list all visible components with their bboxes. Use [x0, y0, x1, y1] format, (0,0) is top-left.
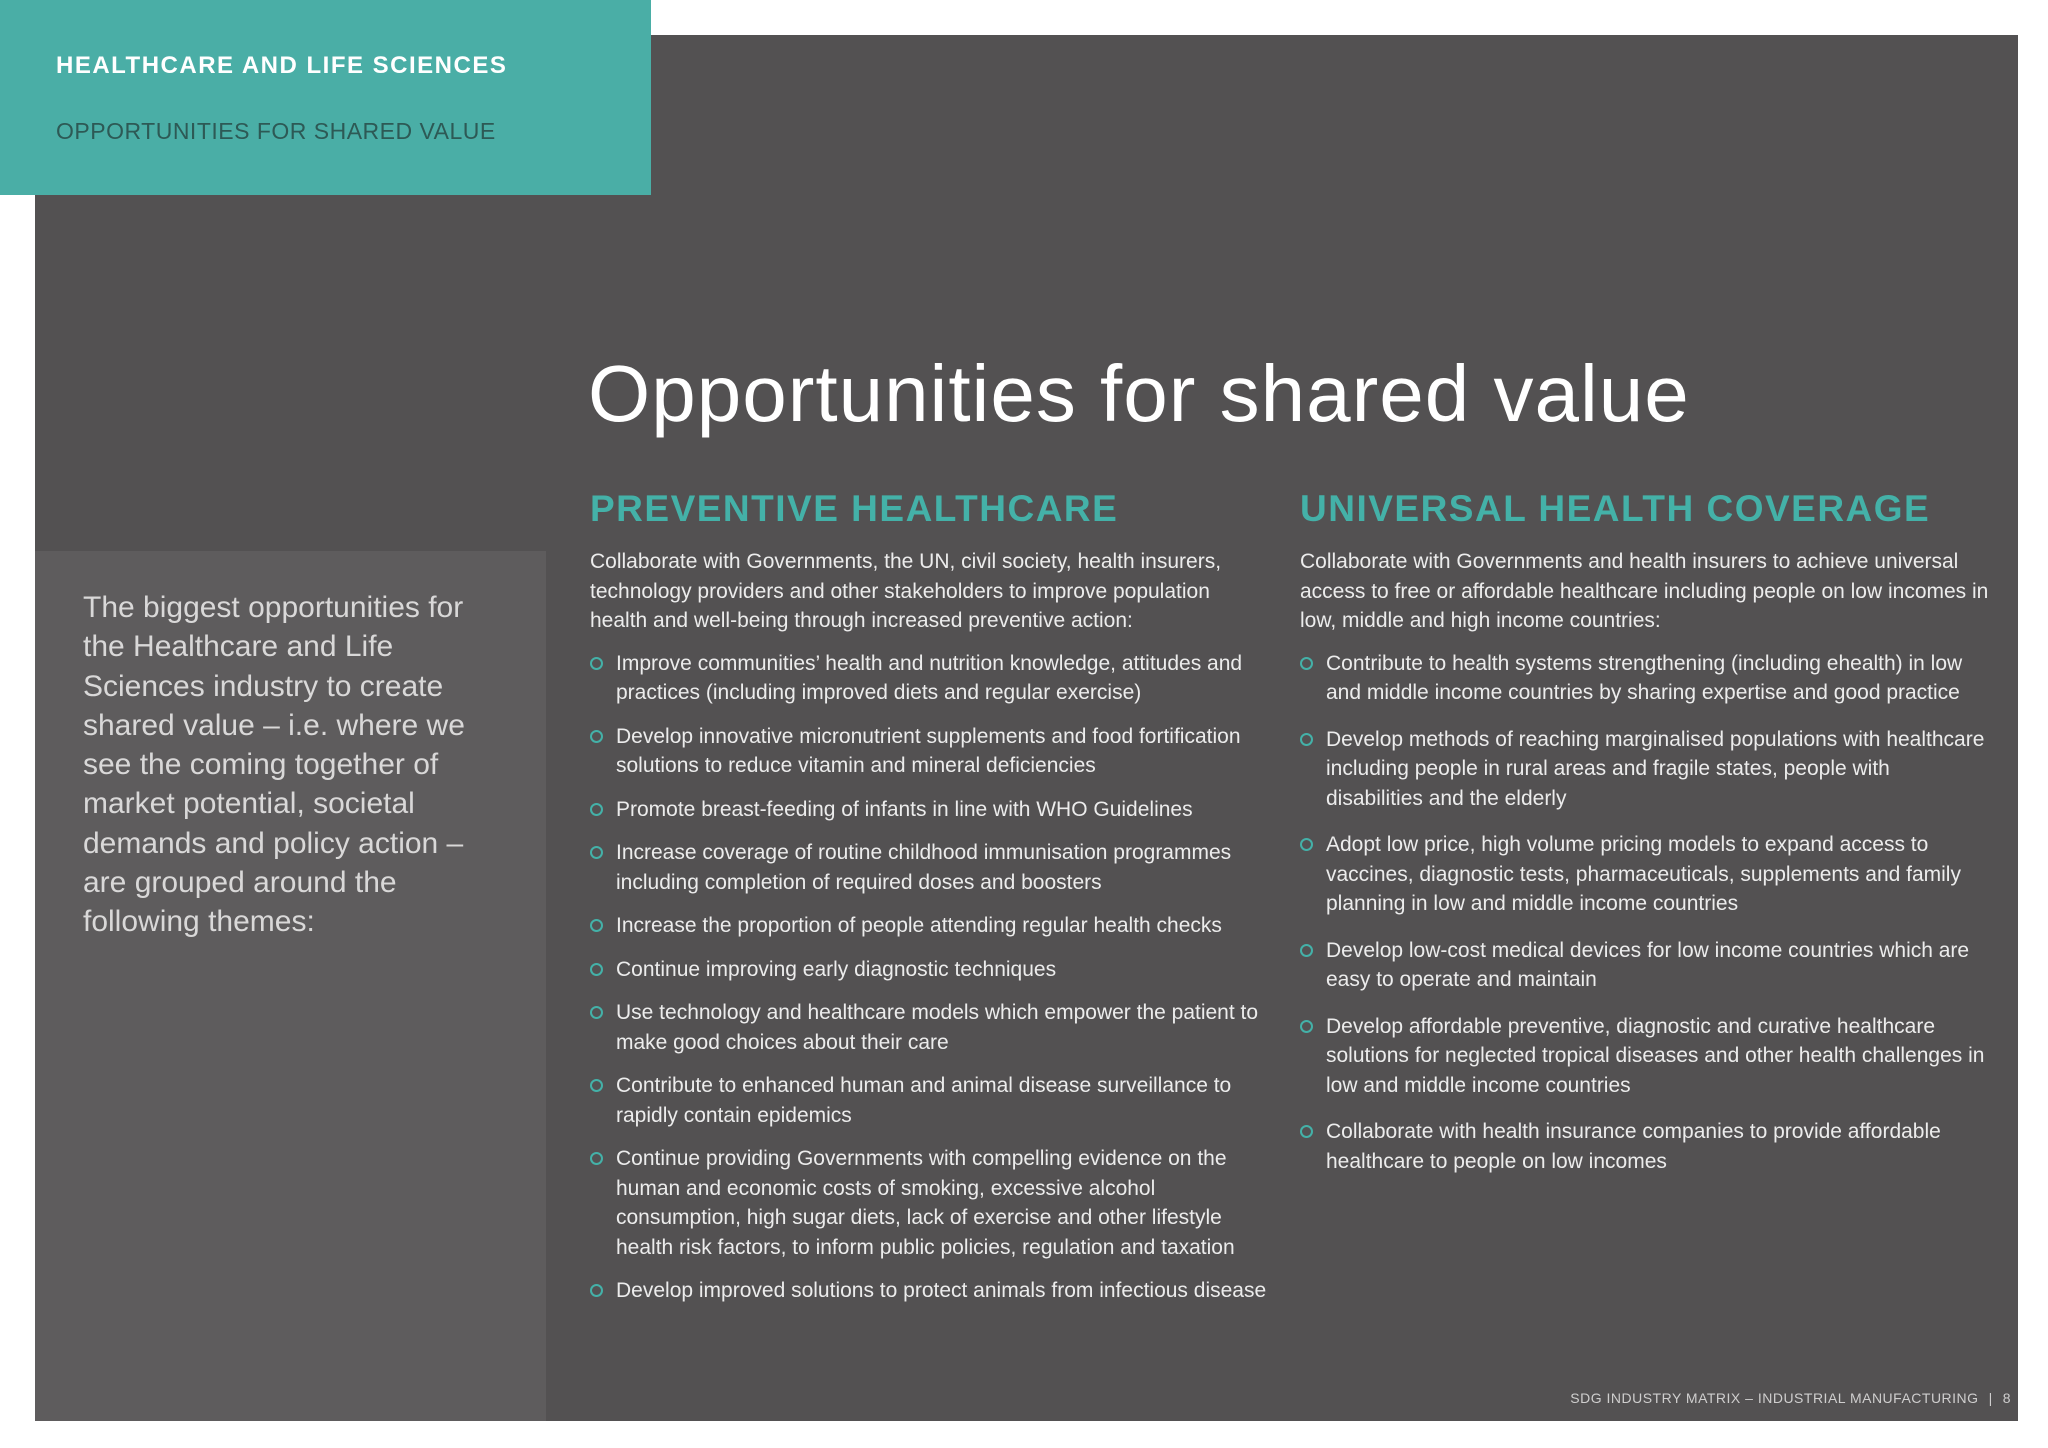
list-item [590, 795, 1270, 825]
list-item [1300, 936, 1990, 995]
list-item [590, 838, 1270, 897]
list-item [590, 1071, 1270, 1130]
list-item [1300, 649, 1990, 708]
page-footer [1570, 1390, 2011, 1406]
circle-bullet-icon [590, 1152, 603, 1165]
list-item [590, 955, 1270, 985]
list-item [1300, 1012, 1990, 1101]
list-item [590, 649, 1270, 708]
list-item-text: Develop improved solutions to protect animals from infectious disease [616, 1279, 1267, 1302]
section-title: HEALTHCARE AND LIFE SCIENCES [56, 52, 508, 79]
footer-text: SDG INDUSTRY MATRIX – INDUSTRIAL MANUFACTURING [1570, 1390, 1979, 1406]
column-intro: Collaborate with Governments and health insurers to achieve universal access to free or affordable healthcare including people on low incomes in low, middle and high income countries: [1300, 550, 1989, 632]
list-item [590, 1276, 1270, 1306]
list-item [590, 722, 1270, 781]
list-item-text: Develop low-cost medical devices for low income countries which are easy to operate and maintain [1326, 938, 1970, 991]
list-item-text: Increase the proportion of people attending regular health checks [616, 914, 1222, 937]
column-universal-health-coverage [1300, 488, 1990, 1193]
list-item-text: Contribute to health systems strengthening (including ehealth) in low and middle income countries by sharing expertise and good practice [1326, 651, 1963, 704]
circle-bullet-icon [590, 919, 603, 932]
page-title: Opportunities for shared value [588, 349, 1690, 438]
list-item [1300, 725, 1990, 814]
column-intro: Collaborate with Governments, the UN, civil society, health insurers, technology providers and other stakeholders to improve population health and well-being through increased preventive action: [590, 550, 1222, 632]
list-item-text: Use technology and healthcare models which empower the patient to make good choices about their care [616, 1001, 1259, 1054]
list-item-text: Improve communities’ health and nutrition knowledge, attitudes and practices (including improved diets and regular exercise) [616, 651, 1243, 704]
list-item [1300, 1117, 1990, 1176]
footer-separator: | [1988, 1390, 1993, 1406]
list-item-text: Develop innovative micronutrient supplements and food fortification solutions to reduce vitamin and mineral deficiencies [616, 724, 1241, 777]
sidebar-intro-text: The biggest opportunities for the Healthcare and Life Sciences industry to create shared value – i.e. where we see the coming together of market potential, societal demands and policy action – are grouped around the following themes: [83, 591, 465, 939]
circle-bullet-icon [590, 1006, 603, 1019]
circle-bullet-icon [1300, 1125, 1313, 1138]
list-item-text: Collaborate with health insurance companies to provide affordable healthcare to people on low incomes [1326, 1120, 1941, 1173]
list-item-text: Promote breast-feeding of infants in line with WHO Guidelines [616, 797, 1193, 821]
list-item [590, 998, 1270, 1057]
bullet-list [1300, 649, 1990, 1177]
page-number: 8 [2002, 1390, 2011, 1406]
list-item [590, 911, 1270, 941]
bullet-list [590, 649, 1270, 1306]
list-item [590, 1144, 1270, 1262]
circle-bullet-icon [590, 846, 603, 859]
list-item-text: Develop affordable preventive, diagnostic and curative healthcare solutions for neglected tropical diseases and other health challenges in low and middle income countries [1326, 1014, 1985, 1097]
column-preventive-healthcare [590, 488, 1270, 1320]
column-heading: UNIVERSAL HEALTH COVERAGE [1300, 488, 1931, 529]
circle-bullet-icon [590, 963, 603, 976]
circle-bullet-icon [590, 657, 603, 670]
circle-bullet-icon [590, 1079, 603, 1092]
circle-bullet-icon [590, 1284, 603, 1297]
circle-bullet-icon [590, 803, 603, 816]
circle-bullet-icon [1300, 733, 1313, 746]
list-item-text: Increase coverage of routine childhood immunisation programmes including completion of required doses and boosters [616, 841, 1232, 894]
section-subtitle: OPPORTUNITIES FOR SHARED VALUE [56, 118, 496, 144]
list-item [1300, 830, 1990, 919]
section-header [0, 0, 651, 195]
list-item-text: Continue providing Governments with compelling evidence on the human and economic costs of smoking, excessive alcohol consumption, high sugar diets, lack of exercise and other lifestyle health risk factors, to inform public policies, regulation and taxation [616, 1147, 1235, 1259]
circle-bullet-icon [1300, 944, 1313, 957]
list-item-text: Continue improving early diagnostic techniques [616, 957, 1057, 981]
list-item-text: Contribute to enhanced human and animal disease surveillance to rapidly contain epidemics [616, 1074, 1232, 1127]
circle-bullet-icon [1300, 657, 1313, 670]
column-heading: PREVENTIVE HEALTHCARE [590, 488, 1119, 529]
circle-bullet-icon [590, 730, 603, 743]
circle-bullet-icon [1300, 1020, 1313, 1033]
list-item-text: Adopt low price, high volume pricing models to expand access to vaccines, diagnostic tests, pharmaceuticals, supplements and family planning in low and middle income countries [1326, 833, 1961, 915]
circle-bullet-icon [1300, 838, 1313, 851]
list-item-text: Develop methods of reaching marginalised populations with healthcare including people in rural areas and fragile states, people with disabilities and the elderly [1326, 727, 1985, 810]
